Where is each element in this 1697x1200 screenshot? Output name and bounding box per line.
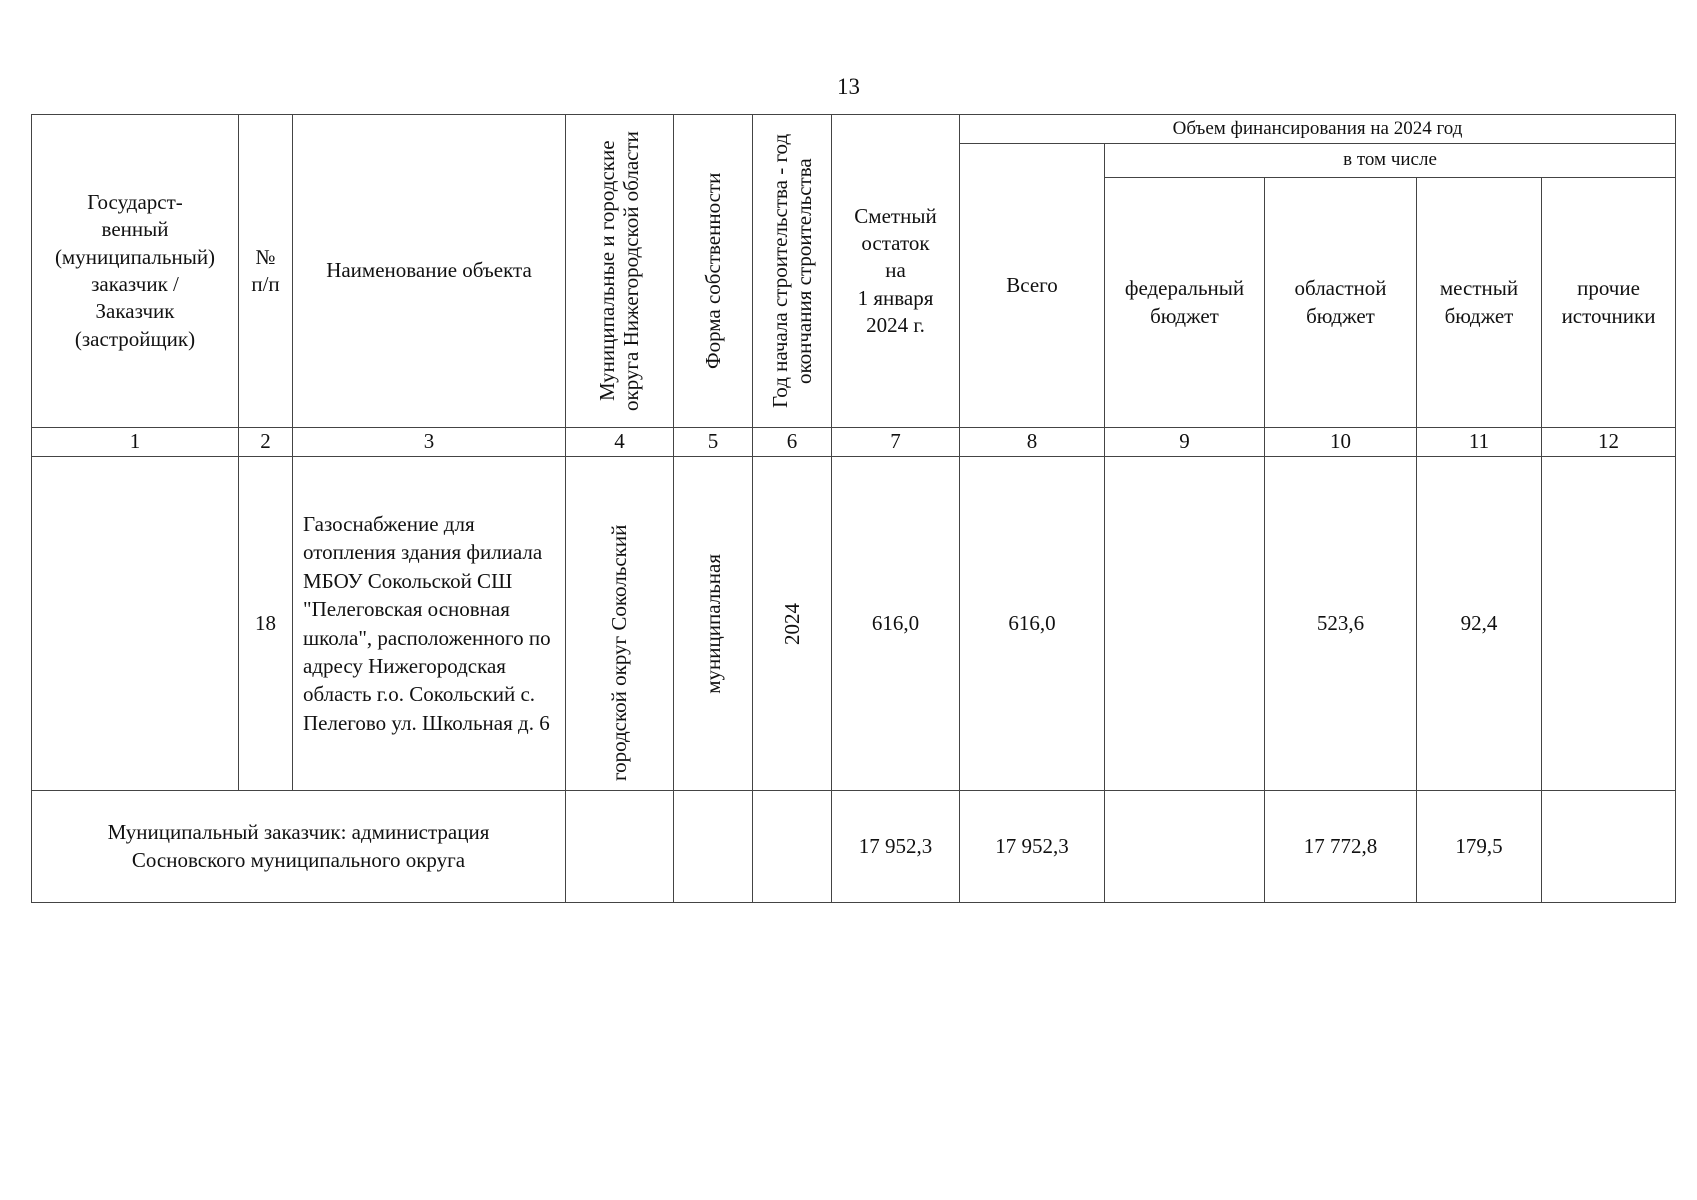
row-federal xyxy=(1105,457,1265,791)
header-other: прочие источники xyxy=(1542,178,1676,428)
financing-table xyxy=(31,114,1676,903)
summary-ownership xyxy=(674,791,753,903)
row-number: 18 xyxy=(239,457,293,791)
header-local: местный бюджет xyxy=(1417,178,1542,428)
column-number: 2 xyxy=(239,428,293,457)
row-object-name: Газоснабжение для отопления здания филиала МБОУ Сокольской СШ "Пелеговская основная школа", расположенного по адресу Нижегородская область г.о. Сокольский с. Пелегово ул. Школьная д. 6 xyxy=(293,457,566,791)
row-municipality: городской округ Сокольский xyxy=(566,457,674,791)
header-regional: областной бюджет xyxy=(1265,178,1417,428)
header-estimate: Сметный остаток на 1 января 2024 г. xyxy=(832,115,960,428)
header-including: в том числе xyxy=(1105,144,1676,178)
header-years: Год начала строительства - год окончания строительства xyxy=(753,115,832,428)
column-number: 4 xyxy=(566,428,674,457)
summary-other xyxy=(1542,791,1676,903)
header-municipality: Муниципальные и городские округа Нижегородской области xyxy=(566,115,674,428)
header-total: Всего xyxy=(960,144,1105,428)
row-ownership: муниципальная xyxy=(674,457,753,791)
column-number: 5 xyxy=(674,428,753,457)
column-number-row xyxy=(32,428,1676,457)
row-other xyxy=(1542,457,1676,791)
column-number: 12 xyxy=(1542,428,1676,457)
summary-row xyxy=(32,791,1676,903)
header-object-name: Наименование объекта xyxy=(293,115,566,428)
summary-federal xyxy=(1105,791,1265,903)
row-total: 616,0 xyxy=(960,457,1105,791)
header-federal: федеральный бюджет xyxy=(1105,178,1265,428)
column-number: 9 xyxy=(1105,428,1265,457)
column-number: 8 xyxy=(960,428,1105,457)
summary-total: 17 952,3 xyxy=(960,791,1105,903)
summary-municipality xyxy=(566,791,674,903)
table-row xyxy=(32,457,1676,791)
summary-regional: 17 772,8 xyxy=(1265,791,1417,903)
row-regional: 523,6 xyxy=(1265,457,1417,791)
row-estimate: 616,0 xyxy=(832,457,960,791)
header-customer: Государст- венный (муниципальный) заказчик / Заказчик (застройщик) xyxy=(32,115,239,428)
header-ownership: Форма собственности xyxy=(674,115,753,428)
column-number: 6 xyxy=(753,428,832,457)
row-years: 2024 xyxy=(753,457,832,791)
row-customer xyxy=(32,457,239,791)
header-funding: Объем финансирования на 2024 год xyxy=(960,115,1676,144)
column-number: 7 xyxy=(832,428,960,457)
page-number: 13 xyxy=(837,74,860,99)
column-number: 1 xyxy=(32,428,239,457)
summary-label: Муниципальный заказчик: администрация Сосновского муниципального округа xyxy=(32,791,566,903)
summary-local: 179,5 xyxy=(1417,791,1542,903)
summary-estimate: 17 952,3 xyxy=(832,791,960,903)
row-local: 92,4 xyxy=(1417,457,1542,791)
column-number: 10 xyxy=(1265,428,1417,457)
summary-years xyxy=(753,791,832,903)
column-number: 11 xyxy=(1417,428,1542,457)
column-number: 3 xyxy=(293,428,566,457)
header-number: № п/п xyxy=(239,115,293,428)
